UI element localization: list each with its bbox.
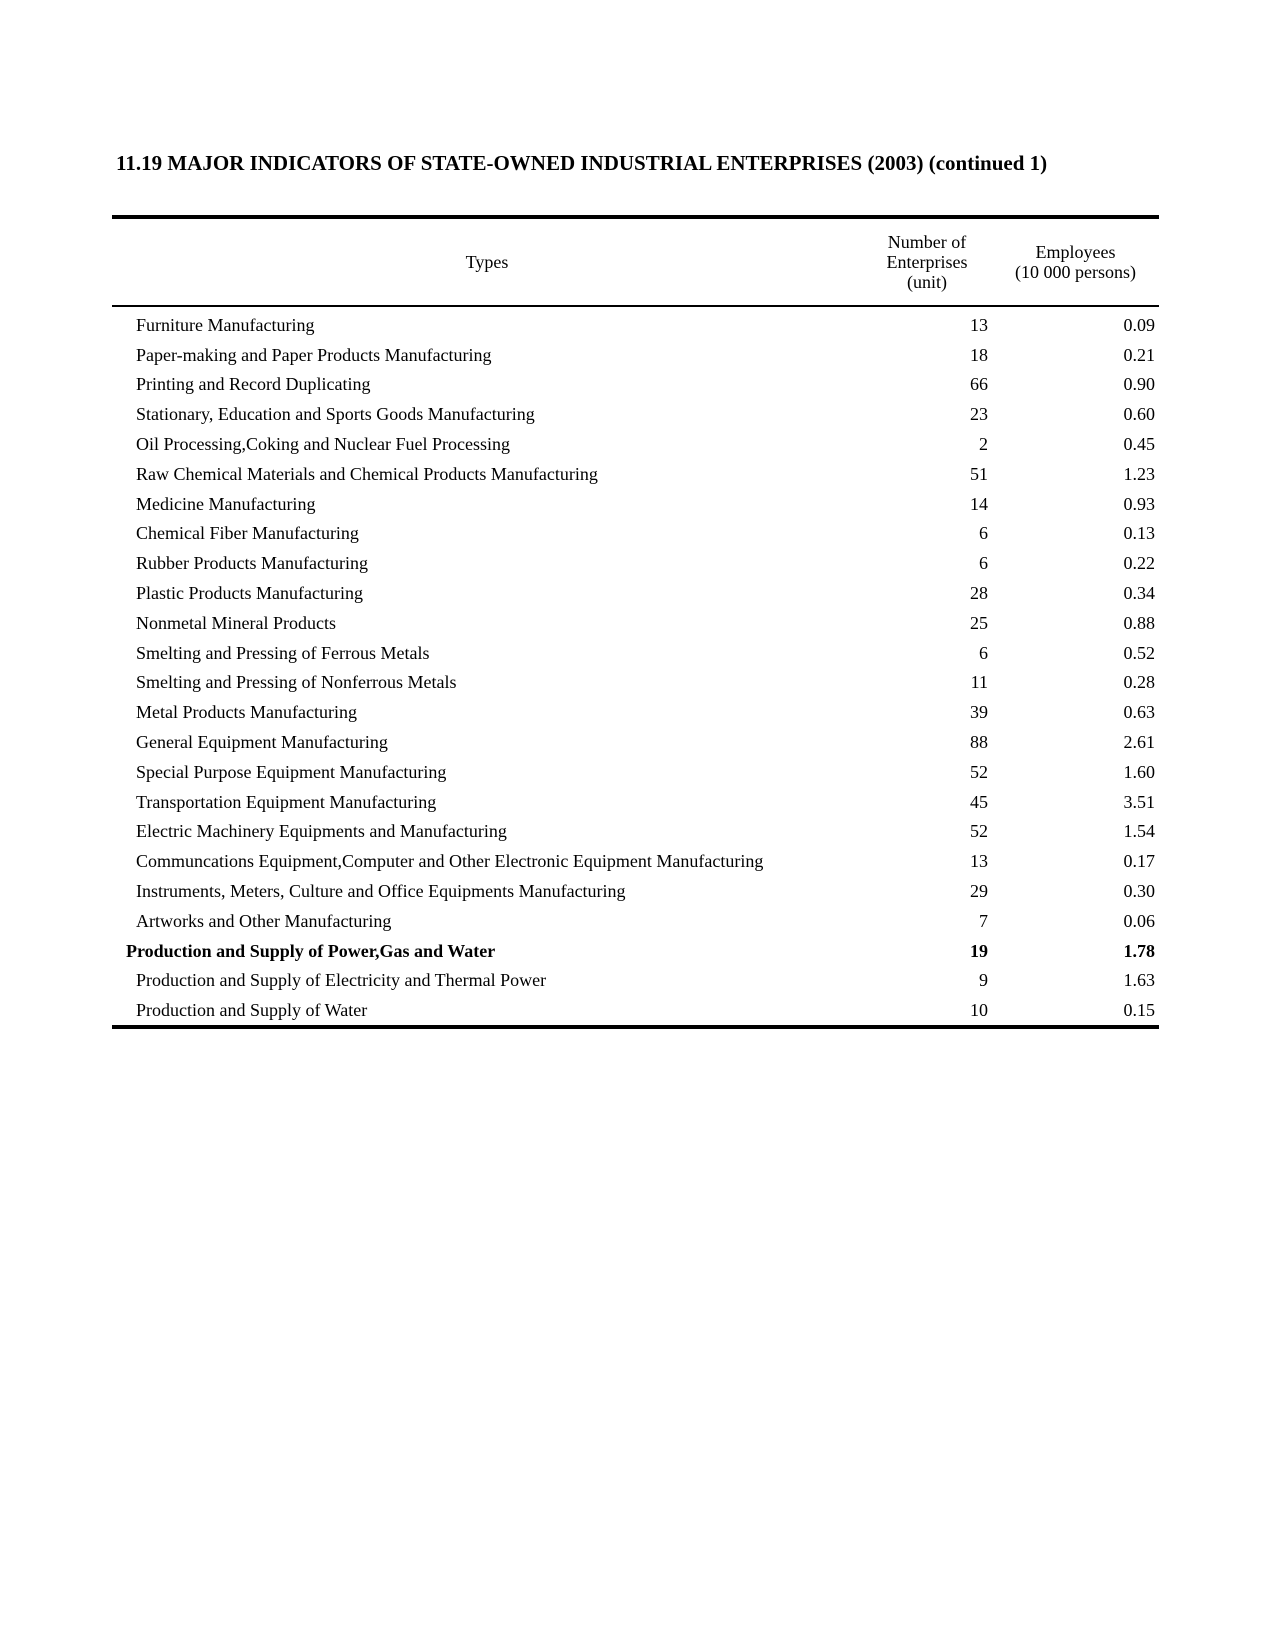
table-row <box>112 638 1159 668</box>
row-type-name: Artworks and Other Manufacturing <box>136 910 392 931</box>
table-row <box>112 697 1159 727</box>
row-enterprises-value: 23 <box>970 404 988 425</box>
row-type-name: Metal Products Manufacturing <box>136 702 357 723</box>
row-employees-value: 0.88 <box>1123 612 1155 633</box>
row-employees-value: 1.23 <box>1123 463 1155 484</box>
row-employees-value: 1.54 <box>1123 821 1155 842</box>
row-enterprises-value: 13 <box>970 314 988 335</box>
row-employees-value: 0.06 <box>1123 910 1155 931</box>
row-employees-value: 1.60 <box>1123 761 1155 782</box>
row-type-name: Nonmetal Mineral Products <box>136 612 336 633</box>
row-employees-value: 0.15 <box>1123 1000 1155 1021</box>
row-enterprises-value: 11 <box>970 672 988 693</box>
row-employees-value: 0.28 <box>1123 672 1155 693</box>
row-enterprises-value: 6 <box>979 553 988 574</box>
row-employees-value: 0.52 <box>1123 642 1155 663</box>
row-type-name: Smelting and Pressing of Ferrous Metals <box>136 642 430 663</box>
table-body <box>112 306 1159 1027</box>
row-type-name: Stationary, Education and Sports Goods Manufacturing <box>136 404 535 425</box>
row-type-name: Raw Chemical Materials and Chemical Products Manufacturing <box>136 463 598 484</box>
table-row <box>112 459 1159 489</box>
table-row <box>112 846 1159 876</box>
row-enterprises-value: 2 <box>979 434 988 455</box>
row-enterprises-value: 52 <box>970 761 988 782</box>
row-employees-value: 0.30 <box>1123 881 1155 902</box>
row-enterprises-value: 88 <box>970 732 988 753</box>
header-employees <box>992 217 1159 306</box>
row-enterprises-value: 6 <box>979 523 988 544</box>
row-enterprises-value: 6 <box>979 642 988 663</box>
table-row <box>112 757 1159 787</box>
row-enterprises-value: 19 <box>970 940 988 961</box>
row-employees-value: 0.13 <box>1123 523 1155 544</box>
header-enterprises-line: Enterprises <box>886 252 968 272</box>
row-employees-value: 0.34 <box>1123 583 1155 604</box>
row-type-name: Plastic Products Manufacturing <box>136 583 363 604</box>
row-type-name: Production and Supply of Power,Gas and Water <box>126 940 496 961</box>
row-employees-value: 0.21 <box>1123 344 1155 365</box>
row-enterprises-value: 13 <box>970 851 988 872</box>
table-row <box>112 399 1159 429</box>
table-row <box>112 306 1159 340</box>
header-employees-line: Employees <box>1035 242 1116 262</box>
row-employees-value: 0.93 <box>1123 493 1155 514</box>
header-types: Types <box>465 252 509 272</box>
row-type-name: Transportation Equipment Manufacturing <box>136 791 437 812</box>
row-type-name: Special Purpose Equipment Manufacturing <box>136 761 447 782</box>
row-employees-value: 3.51 <box>1123 791 1155 812</box>
row-employees-value: 0.17 <box>1123 851 1155 872</box>
row-employees-value: 1.78 <box>1123 940 1155 961</box>
table-row <box>112 787 1159 817</box>
table-row <box>112 429 1159 459</box>
row-employees-value: 0.45 <box>1123 434 1155 455</box>
row-employees-value: 0.90 <box>1123 374 1155 395</box>
indicators-table <box>112 215 1159 1029</box>
header-enterprises-line: Number of <box>887 232 967 252</box>
table-header-row <box>112 217 1159 306</box>
row-employees-value: 0.22 <box>1123 553 1155 574</box>
row-enterprises-value: 28 <box>970 583 988 604</box>
row-enterprises-value: 39 <box>970 702 988 723</box>
row-enterprises-value: 9 <box>979 970 988 991</box>
table-row <box>112 548 1159 578</box>
row-enterprises-value: 10 <box>970 1000 988 1021</box>
row-type-name: Instruments, Meters, Culture and Office Equipments Manufacturing <box>136 881 626 902</box>
table-row <box>112 966 1159 996</box>
row-type-name: General Equipment Manufacturing <box>136 732 388 753</box>
row-enterprises-value: 18 <box>970 344 988 365</box>
row-type-name: Production and Supply of Electricity and Thermal Power <box>136 970 547 991</box>
header-enterprises-line: (unit) <box>907 272 947 292</box>
row-type-name: Furniture Manufacturing <box>136 314 315 335</box>
row-type-name: Smelting and Pressing of Nonferrous Metals <box>136 672 457 693</box>
row-employees-value: 0.60 <box>1123 404 1155 425</box>
row-enterprises-value: 29 <box>970 881 988 902</box>
table-row <box>112 489 1159 519</box>
table-row <box>112 578 1159 608</box>
row-employees-value: 0.09 <box>1123 314 1155 335</box>
row-type-name: Medicine Manufacturing <box>136 493 316 514</box>
table-row <box>112 727 1159 757</box>
table-row <box>112 668 1159 698</box>
row-type-name: Chemical Fiber Manufacturing <box>136 523 359 544</box>
row-employees-value: 0.63 <box>1123 702 1155 723</box>
table-row <box>112 608 1159 638</box>
row-type-name: Printing and Record Duplicating <box>136 374 371 395</box>
row-type-name: Communcations Equipment,Computer and Other Electronic Equipment Manufacturing <box>136 851 764 872</box>
header-enterprises <box>862 217 992 306</box>
table-row <box>112 340 1159 370</box>
table-row <box>112 936 1159 966</box>
row-type-name: Electric Machinery Equipments and Manufacturing <box>136 821 507 842</box>
row-enterprises-value: 14 <box>970 493 988 514</box>
row-enterprises-value: 51 <box>970 463 988 484</box>
table-row <box>112 817 1159 847</box>
row-enterprises-value: 25 <box>970 612 988 633</box>
table-row <box>112 876 1159 906</box>
row-type-name: Oil Processing,Coking and Nuclear Fuel Processing <box>136 434 510 455</box>
page-title: 11.19 MAJOR INDICATORS OF STATE-OWNED INDUSTRIAL ENTERPRISES (2003) (continued 1) <box>116 151 1048 175</box>
header-employees-line: (10 000 persons) <box>1015 262 1136 282</box>
row-enterprises-value: 45 <box>970 791 988 812</box>
table-row <box>112 906 1159 936</box>
row-employees-value: 2.61 <box>1123 732 1155 753</box>
row-type-name: Paper-making and Paper Products Manufacturing <box>136 344 492 365</box>
row-type-name: Production and Supply of Water <box>136 1000 368 1021</box>
row-enterprises-value: 66 <box>970 374 988 395</box>
row-employees-value: 1.63 <box>1123 970 1155 991</box>
table-row <box>112 370 1159 400</box>
row-type-name: Rubber Products Manufacturing <box>136 553 368 574</box>
row-enterprises-value: 7 <box>979 910 988 931</box>
table-row <box>112 995 1159 1027</box>
table-row <box>112 519 1159 549</box>
row-enterprises-value: 52 <box>970 821 988 842</box>
